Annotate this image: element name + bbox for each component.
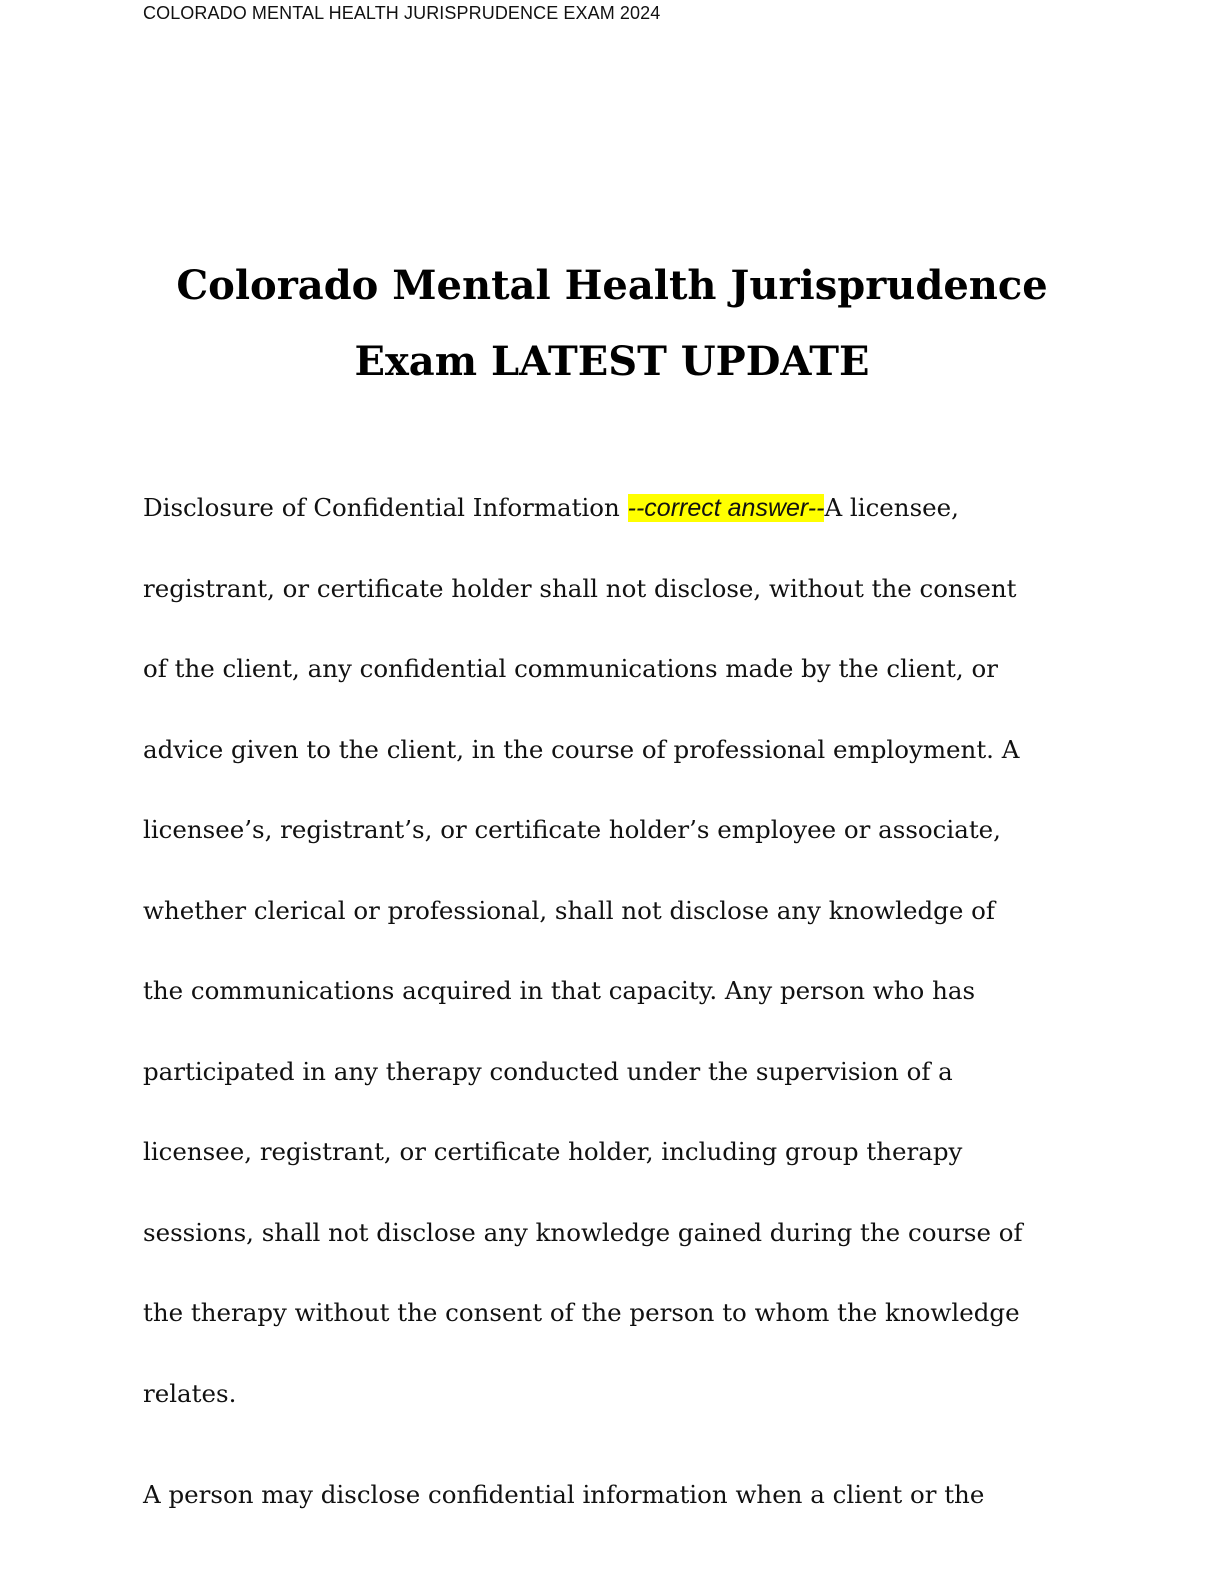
paragraph-line: registrant, or certificate holder shall not disclose, without the consent [143, 574, 1017, 603]
question-term: Disclosure of Confidential Information [143, 493, 628, 522]
paragraph-line: the communications acquired in that capacity. Any person who has [143, 976, 976, 1005]
paragraph-line: sessions, shall not disclose any knowledge gained during the course of [143, 1218, 1023, 1247]
paragraph-line: of the client, any confidential communications made by the client, or [143, 654, 998, 683]
paragraph-line [143, 493, 959, 523]
paragraph-line: whether clerical or professional, shall not disclose any knowledge of [143, 896, 995, 925]
document-title-line-1: Colorado Mental Health Jurisprudence [176, 262, 1048, 309]
paragraph-line: advice given to the client, in the course of professional employment. A [143, 735, 1020, 764]
paragraph-line: participated in any therapy conducted under the supervision of a [143, 1057, 953, 1086]
correct-answer-marker: --correct answer-- [627, 494, 825, 522]
document-title-line-2: Exam LATEST UPDATE [354, 338, 870, 385]
running-header: COLORADO MENTAL HEALTH JURISPRUDENCE EXAM 2024 [143, 3, 661, 23]
paragraph-line: licensee, registrant, or certificate holder, including group therapy [143, 1137, 963, 1166]
paragraph-line: the therapy without the consent of the person to whom the knowledge [143, 1298, 1020, 1327]
paragraph-line: licensee’s, registrant’s, or certificate holder’s employee or associate, [143, 815, 1001, 844]
paragraph-line: A person may disclose confidential information when a client or the [143, 1480, 985, 1509]
answer-text-start: A licensee, [824, 493, 959, 522]
paragraph-line: relates. [143, 1379, 237, 1408]
